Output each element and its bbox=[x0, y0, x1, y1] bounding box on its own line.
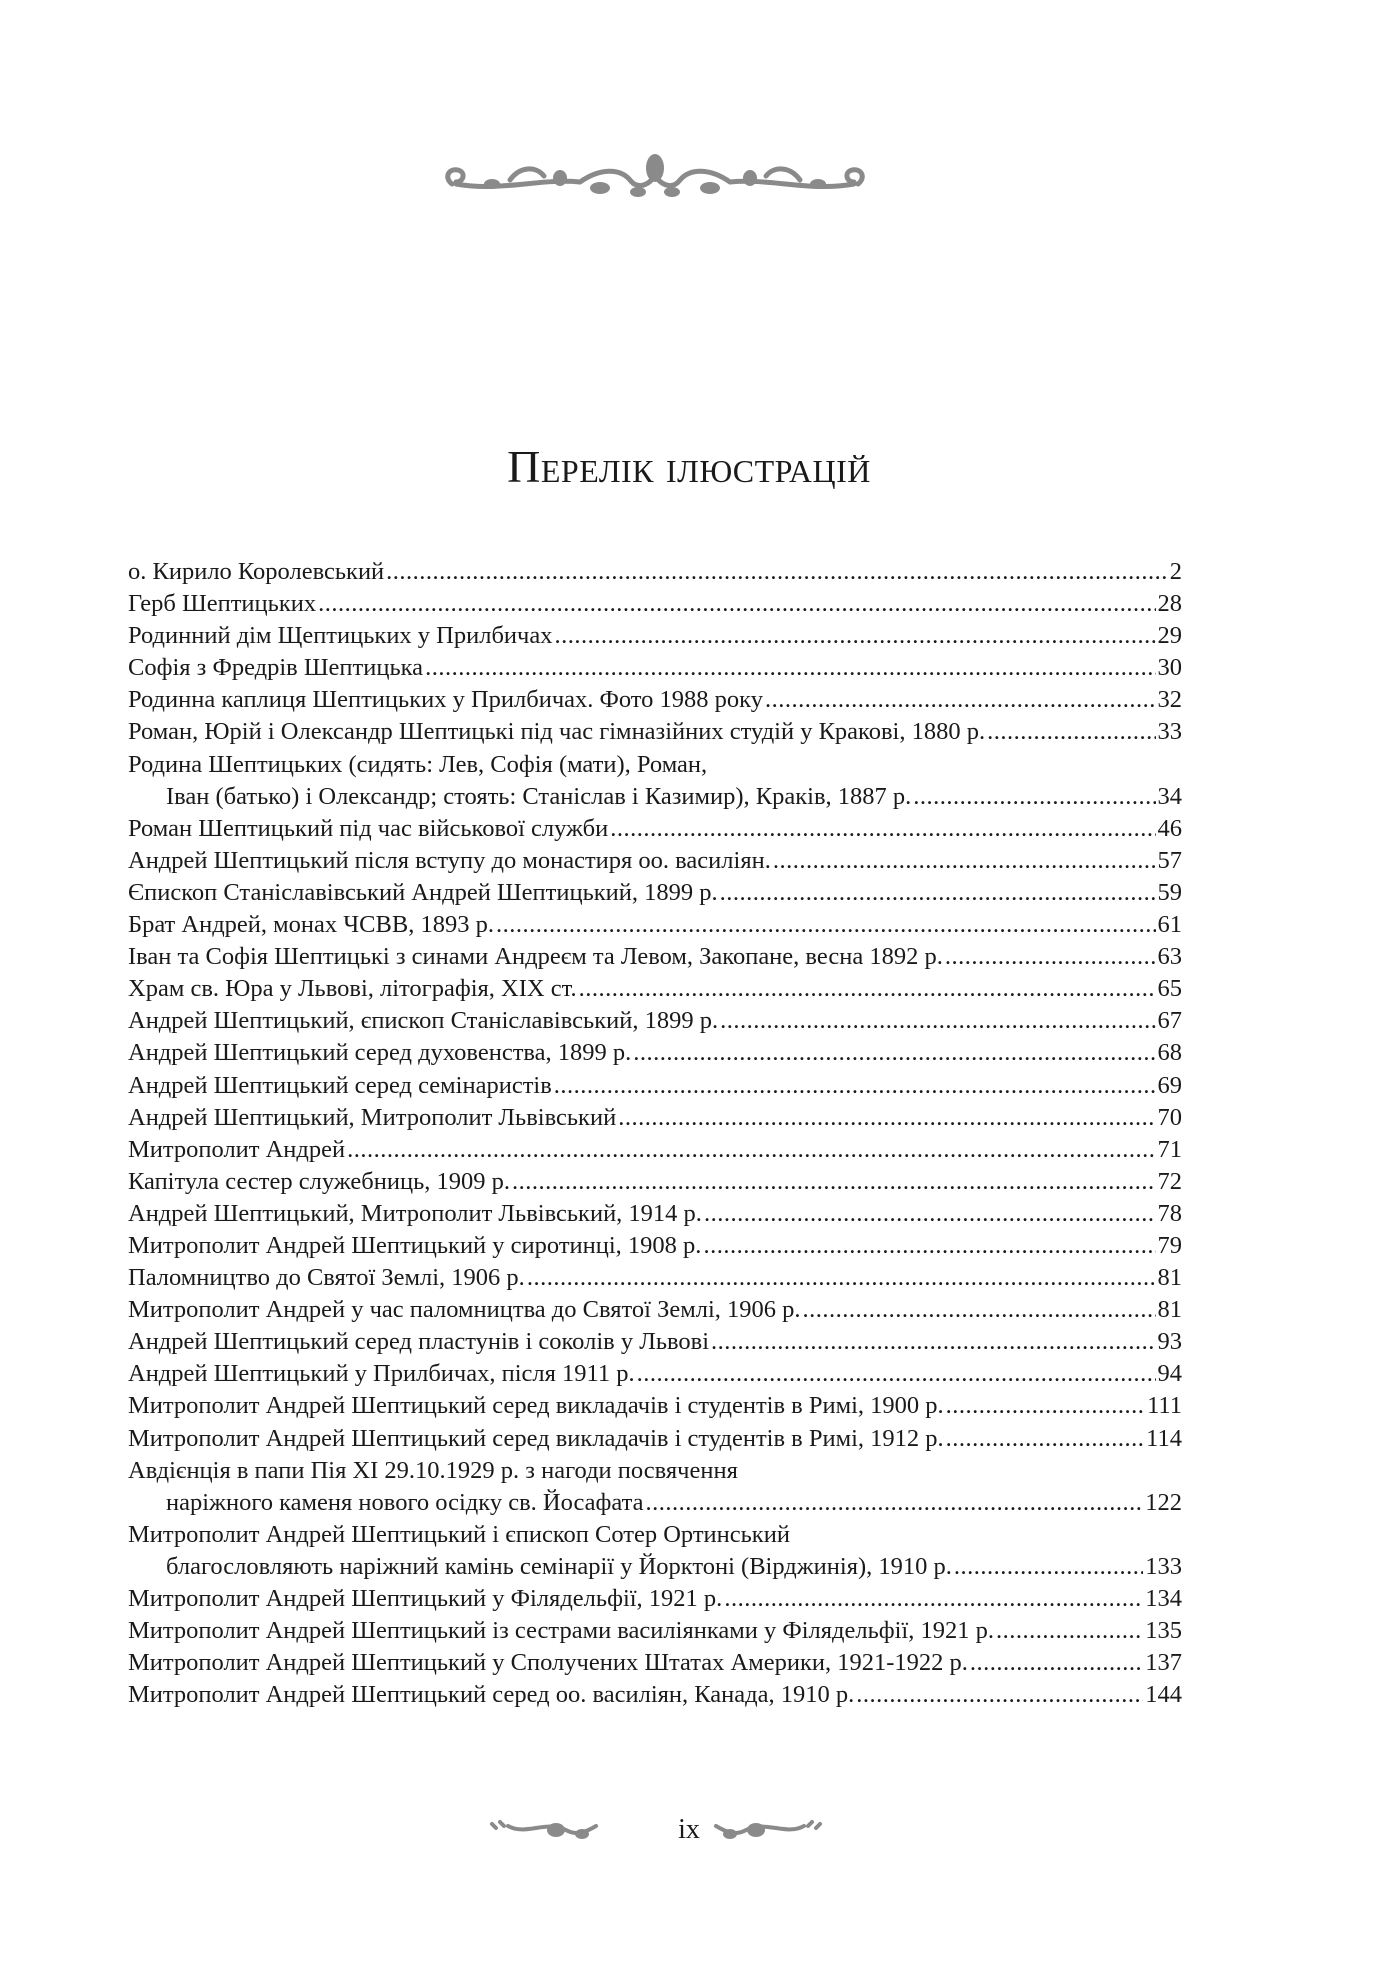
toc-page-number: 29 bbox=[1157, 622, 1182, 650]
toc-entry bbox=[128, 1037, 1182, 1069]
toc-page-number: 61 bbox=[1157, 911, 1182, 939]
dot-leader bbox=[913, 781, 1155, 813]
toc-entry bbox=[128, 1423, 1182, 1455]
toc-entry bbox=[128, 941, 1182, 973]
toc-entry bbox=[128, 620, 1182, 652]
dot-leader bbox=[425, 652, 1155, 684]
toc-entry-title: Брат Андрей, монах ЧСВВ, 1893 р. bbox=[128, 911, 494, 939]
toc-page-number: 63 bbox=[1157, 943, 1182, 971]
toc-entry bbox=[128, 1358, 1182, 1390]
toc-entry-line bbox=[128, 749, 1182, 781]
illustrations-list bbox=[128, 556, 1182, 1711]
toc-entry-line bbox=[128, 941, 1182, 973]
toc-entry-title: Роман, Юрій і Олександр Шептицькі під час гімназійних студій у Кракові, 1880 р. bbox=[128, 718, 986, 746]
toc-entry bbox=[128, 749, 1182, 813]
toc-entry bbox=[128, 1679, 1182, 1711]
toc-page-number: 81 bbox=[1157, 1264, 1182, 1292]
toc-entry-line bbox=[128, 1551, 1182, 1583]
toc-entry-title: Митрополит Андрей у час паломництва до Святої Землі, 1906 р. bbox=[128, 1296, 801, 1324]
dot-leader bbox=[945, 941, 1156, 973]
toc-page-number: 114 bbox=[1146, 1424, 1182, 1452]
dot-leader bbox=[703, 1230, 1155, 1262]
toc-entry bbox=[128, 973, 1182, 1005]
toc-entry-title: Митрополит Андрей Шептицький серед оо. василіян, Канада, 1910 р. bbox=[128, 1681, 855, 1709]
dot-leader bbox=[711, 1326, 1155, 1358]
toc-entry-title: Андрей Шептицький серед семінаристів bbox=[128, 1071, 552, 1099]
toc-entry-title: Митрополит Андрей Шептицький серед викладачів і студентів в Римі, 1900 р. bbox=[128, 1392, 944, 1420]
dot-leader bbox=[987, 716, 1155, 748]
toc-entry bbox=[128, 1519, 1182, 1583]
toc-entry-title: Андрей Шептицький, Митрополит Львівський bbox=[128, 1103, 617, 1131]
toc-page-number: 111 bbox=[1147, 1392, 1182, 1420]
dot-leader bbox=[318, 588, 1155, 620]
toc-page-number: 72 bbox=[1157, 1167, 1182, 1195]
toc-entry-line bbox=[128, 620, 1182, 652]
toc-page-number: 137 bbox=[1145, 1649, 1182, 1677]
toc-entry-line bbox=[128, 1294, 1182, 1326]
dot-leader bbox=[554, 620, 1155, 652]
dot-leader bbox=[554, 1070, 1156, 1102]
page-title: Перелік ілюстрацій bbox=[507, 441, 871, 492]
toc-entry-line bbox=[128, 1583, 1182, 1615]
toc-entry-title: Митрополит Андрей Шептицький серед викладачів і студентів в Римі, 1912 р. bbox=[128, 1424, 944, 1452]
toc-entry-title: Родина Шептицьких (сидять: Лев, Софія (мати), Роман, bbox=[128, 750, 708, 778]
toc-page-number: 32 bbox=[1157, 686, 1182, 714]
dot-leader bbox=[773, 845, 1156, 877]
toc-page-number: 28 bbox=[1157, 590, 1182, 618]
toc-page-number: 65 bbox=[1157, 975, 1182, 1003]
dot-leader bbox=[386, 556, 1168, 588]
toc-page-number: 81 bbox=[1157, 1296, 1182, 1324]
toc-entry-title: Митрополит Андрей Шептицький у Сполучених Штатах Америки, 1921-1922 р. bbox=[128, 1649, 968, 1677]
toc-entry bbox=[128, 1583, 1182, 1615]
toc-entry-line bbox=[128, 1679, 1182, 1711]
toc-page-number: 33 bbox=[1157, 718, 1182, 746]
dot-leader bbox=[803, 1294, 1156, 1326]
toc-entry bbox=[128, 813, 1182, 845]
toc-entry bbox=[128, 877, 1182, 909]
toc-entry-line bbox=[128, 1455, 1182, 1487]
toc-entry bbox=[128, 1455, 1182, 1519]
toc-page-number: 2 bbox=[1169, 558, 1182, 585]
toc-entry-title: Митрополит Андрей Шептицький і єпископ Сотер Ортинський bbox=[128, 1520, 790, 1548]
dot-leader bbox=[996, 1615, 1143, 1647]
toc-entry-line bbox=[128, 1037, 1182, 1069]
toc-entry-title: Андрей Шептицький, єпископ Станіславівський, 1899 р. bbox=[128, 1007, 719, 1035]
toc-page-number: 70 bbox=[1157, 1103, 1182, 1131]
toc-page-number: 68 bbox=[1157, 1039, 1182, 1067]
toc-entry-line bbox=[128, 1102, 1182, 1134]
dot-leader bbox=[637, 1358, 1156, 1390]
toc-page-number: 122 bbox=[1145, 1488, 1182, 1516]
toc-entry-line bbox=[128, 1615, 1182, 1647]
toc-page-number: 30 bbox=[1157, 654, 1182, 682]
toc-entry-line bbox=[128, 781, 1182, 813]
dot-leader bbox=[720, 1005, 1155, 1037]
toc-entry bbox=[128, 684, 1182, 716]
toc-page-number: 46 bbox=[1157, 814, 1182, 842]
toc-entry-line bbox=[128, 1005, 1182, 1037]
toc-entry-title: Андрей Шептицький серед пластунів і соколів у Львові bbox=[128, 1328, 710, 1356]
toc-page-number: 144 bbox=[1145, 1681, 1182, 1709]
toc-entry-line bbox=[128, 1166, 1182, 1198]
toc-entry bbox=[128, 1390, 1182, 1422]
toc-entry-line bbox=[128, 588, 1182, 620]
toc-entry-title: Андрей Шептицький, Митрополит Львівський, 1914 р. bbox=[128, 1199, 702, 1227]
toc-entry-title: Родинна каплиця Шептицьких у Прилбичах. Фото 1988 року bbox=[128, 686, 763, 714]
toc-page-number: 135 bbox=[1145, 1617, 1182, 1645]
toc-entry-title: благословляють наріжний камінь семінарії у Йорктоні (Вірджинія), 1910 р. bbox=[166, 1552, 952, 1580]
toc-entry-line bbox=[128, 1262, 1182, 1294]
dot-leader bbox=[527, 1262, 1156, 1294]
toc-entry-line bbox=[128, 877, 1182, 909]
toc-page-number: 67 bbox=[1157, 1007, 1182, 1035]
dot-leader bbox=[512, 1166, 1156, 1198]
toc-entry bbox=[128, 845, 1182, 877]
toc-entry-line bbox=[128, 1358, 1182, 1390]
dot-leader bbox=[720, 877, 1156, 909]
toc-entry-line bbox=[128, 1198, 1182, 1230]
toc-entry-line bbox=[128, 1647, 1182, 1679]
toc-entry bbox=[128, 1262, 1182, 1294]
toc-page-number: 134 bbox=[1145, 1585, 1182, 1612]
toc-entry-line bbox=[128, 684, 1182, 716]
toc-page-number: 78 bbox=[1157, 1199, 1182, 1227]
toc-entry bbox=[128, 652, 1182, 684]
toc-entry-line bbox=[128, 813, 1182, 845]
toc-entry bbox=[128, 909, 1182, 941]
toc-entry-title: Авдієнція в папи Пія XI 29.10.1929 р. з нагоди посвячення bbox=[128, 1456, 738, 1484]
toc-entry bbox=[128, 1005, 1182, 1037]
toc-entry-line bbox=[128, 845, 1182, 877]
dot-leader bbox=[856, 1679, 1143, 1711]
toc-page-number: 59 bbox=[1157, 878, 1182, 906]
toc-entry-title: Митрополит Андрей bbox=[128, 1135, 346, 1163]
dot-leader bbox=[496, 909, 1156, 941]
page-number: ix bbox=[678, 1814, 700, 1845]
dot-leader bbox=[970, 1647, 1143, 1679]
toc-entry bbox=[128, 1615, 1182, 1647]
toc-entry bbox=[128, 1294, 1182, 1326]
toc-entry-title: Андрей Шептицький після вступу до монастиря оо. василіян. bbox=[128, 846, 771, 874]
toc-entry-line bbox=[128, 1326, 1182, 1358]
toc-entry bbox=[128, 1230, 1182, 1262]
toc-entry-line bbox=[128, 1070, 1182, 1102]
dot-leader bbox=[579, 973, 1156, 1005]
toc-entry-title: Родинний дім Щептицьких у Прилбичах bbox=[128, 622, 553, 650]
toc-entry bbox=[128, 556, 1182, 588]
toc-entry bbox=[128, 1198, 1182, 1230]
toc-entry-line bbox=[128, 1519, 1182, 1551]
toc-entry-title: Митрополит Андрей Шептицький із сестрами василіянками у Філядельфії, 1921 р. bbox=[128, 1617, 994, 1645]
dot-leader bbox=[646, 1487, 1144, 1519]
toc-entry-line bbox=[128, 716, 1182, 748]
toc-entry-line bbox=[128, 652, 1182, 684]
dot-leader bbox=[610, 813, 1155, 845]
toc-entry-title: Софія з Фредрів Шептицька bbox=[128, 654, 424, 682]
dot-leader bbox=[724, 1583, 1143, 1615]
toc-entry-line bbox=[128, 1134, 1182, 1166]
toc-entry-line bbox=[128, 1390, 1182, 1422]
toc-entry-title: Герб Шептицьких bbox=[128, 590, 317, 618]
toc-entry-line bbox=[128, 1423, 1182, 1455]
toc-entry bbox=[128, 1326, 1182, 1358]
dot-leader bbox=[704, 1198, 1156, 1230]
toc-entry bbox=[128, 1647, 1182, 1679]
toc-page-number: 79 bbox=[1157, 1231, 1182, 1259]
toc-entry-title: Іван та Софія Шептицькі з синами Андреєм та Левом, Закопане, весна 1892 р. bbox=[128, 943, 943, 971]
toc-page-number: 94 bbox=[1157, 1360, 1182, 1388]
toc-page-number: 69 bbox=[1157, 1071, 1182, 1099]
toc-entry-title: о. Кирило Королевський bbox=[128, 558, 385, 585]
toc-entry-title: Паломництво до Святої Землі, 1906 р. bbox=[128, 1264, 525, 1292]
toc-page-number: 133 bbox=[1145, 1552, 1182, 1580]
toc-entry-line bbox=[128, 909, 1182, 941]
toc-entry-title: Митрополит Андрей Шептицький у Філядельфії, 1921 р. bbox=[128, 1585, 723, 1612]
top-flourish-ornament bbox=[440, 148, 870, 210]
toc-entry bbox=[128, 1134, 1182, 1166]
toc-entry-title: Роман Шептицький під час військової служби bbox=[128, 814, 609, 842]
toc-entry bbox=[128, 588, 1182, 620]
dot-leader bbox=[954, 1551, 1143, 1583]
toc-entry bbox=[128, 1070, 1182, 1102]
dot-leader bbox=[765, 684, 1156, 716]
toc-entry-title: Капітула сестер служебниць, 1909 р. bbox=[128, 1167, 510, 1195]
toc-page-number: 57 bbox=[1157, 846, 1182, 874]
toc-page-number: 93 bbox=[1157, 1328, 1182, 1356]
dot-leader bbox=[618, 1102, 1155, 1134]
toc-entry-title: Єпископ Станіславівський Андрей Шептицький, 1899 р. bbox=[128, 878, 718, 906]
toc-entry bbox=[128, 1166, 1182, 1198]
dot-leader bbox=[347, 1134, 1155, 1166]
toc-entry-title: Андрей Шептицький у Прилбичах, після 1911 р. bbox=[128, 1360, 635, 1388]
dot-leader bbox=[946, 1390, 1145, 1422]
toc-entry-title: Іван (батько) і Олександр; стоять: Станіслав і Казимир), Краків, 1887 р. bbox=[166, 782, 912, 810]
toc-entry bbox=[128, 1102, 1182, 1134]
toc-entry-title: наріжного каменя нового осідку св. Йосафата bbox=[166, 1488, 644, 1516]
dot-leader bbox=[633, 1037, 1155, 1069]
toc-entry-line bbox=[128, 1230, 1182, 1262]
toc-entry bbox=[128, 716, 1182, 748]
toc-entry-title: Андрей Шептицький серед духовенства, 1899 р. bbox=[128, 1039, 632, 1067]
toc-entry-title: Храм св. Юра у Львові, літографія, XIX ст. bbox=[128, 975, 577, 1003]
toc-entry-line bbox=[128, 556, 1182, 588]
toc-page-number: 34 bbox=[1157, 782, 1182, 810]
toc-entry-title: Митрополит Андрей Шептицький у сиротинці, 1908 р. bbox=[128, 1231, 702, 1259]
toc-entry-line bbox=[128, 1487, 1182, 1519]
dot-leader bbox=[946, 1423, 1145, 1455]
toc-page-number: 71 bbox=[1157, 1135, 1182, 1163]
toc-entry-line bbox=[128, 973, 1182, 1005]
